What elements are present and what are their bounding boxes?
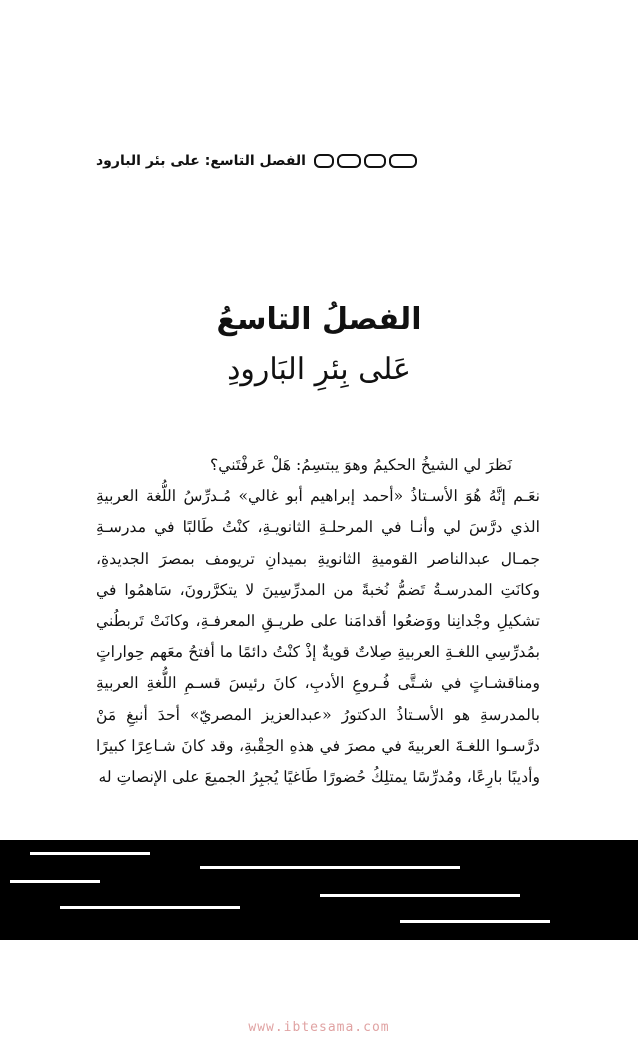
running-header-title: الفصل التاسع: على بئر البارود [96, 153, 306, 169]
paragraph: نَظرَ لي الشيخُ الحكيمُ وهوَ يبتسِمُ: هَلْ عَرفْتَني؟ [210, 456, 512, 474]
running-header [96, 150, 366, 172]
chapter-title: الفصلُ التاسعُ [216, 302, 422, 337]
header-ornament-icon [314, 154, 417, 168]
chapter-subtitle: عَلى بِئرِ البَارودِ [227, 352, 411, 387]
paragraph: نعَـم إنَّهُ هُوَ الأسـتاذُ «أحمد إبراهيم أبو غالي» مُـدرِّسُ اللُّغة العربيةِ الذي درَّسَ لي وأنـا في المرحلـةِ الثانويـةِ، كنْتُ طَالبًا في مدرسـةِ جمـال عبدالناصر القوميةِ الثانويةِ بميدانِ تريومف بمصرَ الجديدةِ، وكانَتِ المدرسـةُ تَضمُّ نُخبةً من المدرِّسِينَ لا يتكرَّرونَ، سَاهمُوا في تشكيلِ وجْدانِنا ووَضعُوا أقدامَنا على طريـقِ المعرفـةِ، وكانَتْ تَربطُني بمُدرِّسِي اللغـةِ العربيةِ صِلاتٌ قويةٌ إذْ كنْتُ دائمًا ما أفتحُ معَهم حِواراتٍ ومناقشـاتٍ في شـتَّى فُـروعِ الأدبِ، كانَ رئيسَ قسـمِ اللُّغةِ العربيةِ بالمدرسةِ هو الأسـتاذُ الدكتورُ «عبدالعزيز المصريّ» أحدَ أنبغِ مَنْ درَّسـوا اللغـةَ العربيةَ في مصرَ في هذهِ الحِقْبةِ، وقد كانَ شـاعِرًا كبيرًا وأديبًا بارِعًا، ومُدرِّسًا يمتلِكُ حُضورًا طَاغيًا يُجبِرُ الجميعَ على الإنصاتِ له [96, 487, 540, 787]
redacted-block [0, 840, 638, 940]
watermark: www.ibtesama.com [248, 1020, 390, 1035]
chapter-body [96, 450, 540, 793]
